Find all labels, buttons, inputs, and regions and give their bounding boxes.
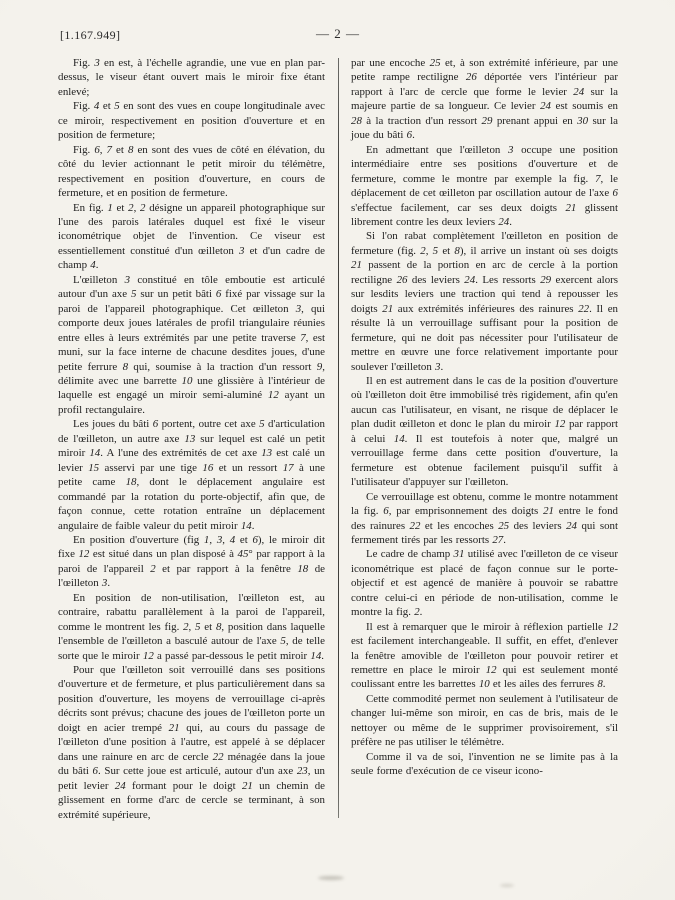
paragraph: Le cadre de champ 31 utilisé avec l'œilleton de ce viseur iconométrique est placé de façon connue sur le porte-objectif et est agencé de manière à pouvoir se rabattre contre celui-ci en période de non-utilisation, comme le montre la fig. 2. (351, 548, 618, 619)
paragraph: En position de non-utilisation, l'œilleton est, au contraire, rabattu parallèlement à la paroi de l'appareil, comme le montrent les fig. 2, 5 et 8, position dans laquelle l'ensemble de l'œilleton a basculé autour de l'axe 5, de telle sorte que le miroir 12 a passé par-dessous le petit miroir 14. (58, 591, 325, 662)
patent-number: [1.167.949] (60, 28, 121, 42)
scan-smudge-artifact (500, 884, 514, 887)
paragraph: Les joues du bâti 6 portent, outre cet axe 5 d'articulation de l'œilleton, un autre axe 13 sur lequel est calé un petit miroir 14. A l'une des extrémités de cet axe 13 est calé un levier 15 asservi par une tige 16 et un ressort 17 à une petite came 18, dont le déplacement angulaire est commandé par la rotation du porte-objectif, afin que, de façon connue, cette rotation entraîne un déplacement angulaire de faible valeur du petit miroir 14. (58, 418, 326, 532)
paragraph: Pour que l'œilleton soit verrouillé dans ses positions d'ouverture et de fermeture, et plus particulièrement dans sa position d'ouverture, les moyens de verrouillage ci-après décrits sont prévus; chacune des joues de l'œilleton porte un doigt en acier trempé 21 qui, au cours du passage de l'œilleton d'une position à l'autre, est appelé à se déplacer dans une rainure en arc de cercle 22 ménagée dans la joue du bâti 6. Sur cette joue est articulé, autour d'un axe 23, un petit levier 24 formant pour le doigt 21 un chemin de glissement en forme d'arc de cercle se terminant, à son extrémité supérieure, (58, 664, 325, 821)
paragraph: Fig. 4 et 5 en sont des vues en coupe longitudinale avec ce miroir, respectivement en position d'ouverture et en position de fermeture; (58, 100, 325, 142)
page-content (58, 28, 618, 880)
page-header (58, 28, 618, 52)
text-columns (58, 56, 618, 822)
paragraph: Il est à remarquer que le miroir à réflexion partielle 12 est facilement interchangeable. Il suffit, en effet, d'enlever la fenêtre amovible de l'œilleton pour pouvoir retirer et remettre en place le miroir 12 qui est seulement monté coulissant entre les barrettes 10 et les ailes des ferrures 8. (351, 620, 618, 691)
paragraph: Ce verrouillage est obtenu, comme le montre notamment la fig. 6, par emprisonnement des doigts 21 entre le fond des rainures 22 et les encoches 25 des leviers 24 qui sont fermement tirés par les ressorts 27. (351, 490, 618, 546)
paragraph: Il en est autrement dans le cas de la position d'ouverture où l'œilleton doit être immobilisé très rigidement, afin qu'en aucun cas l'utilisateur, en visant, ne risque de déplacer le plan dudit œilleton et donc le plan du miroir 12 par rapport à celui 14. Il est toutefois à noter que, malgré un verrouillage ferme dans cette position d'ouverture, la fermeture est obtenue facilement puisqu'il suffit à l'utilisateur d'appuyer sur l'œilleton. (351, 374, 618, 489)
paragraph: En fig. 1 et 2, 2 désigne un appareil photographique sur l'une des parois latérales duquel est fixé le viseur iconométrique objet de l'invention. Ce viseur est essentiellement constitué d'un œilleton 3 et d'un cadre de champ 4. (58, 201, 326, 272)
paragraph: Si l'on rabat complètement l'œilleton en position de fermeture (fig. 2, 5 et 8), il arrive un instant où ses doigts 21 passent de la portion en arc de cercle à la portion rectiligne 26 des leviers 24. Les ressorts 29 exercent alors sur lesdits leviers une traction qui tend à repousser les doigts 21 aux extrémités inférieures des rainures 22. Il en résulte là un verrouillage suffisant pour la position de fermeture, qui ne doit pas nécessiter pour l'utilisateur de mettre en œuvre une force relativement importante pour soulever l'œilleton 3. (351, 230, 619, 373)
paragraph: Comme il va de soi, l'invention ne se limite pas à la seule forme d'exécution de ce viseur icono- (351, 750, 618, 778)
paragraph: En admettant que l'œilleton 3 occupe une position intermédiaire entre ses positions d'ouverture et de fermeture, comme le montre par exemple la fig. 7, le déplacement de cet œilleton par oscillation autour de l'axe 6 s'effectue facilement, car ses deux doigts 21 glissent librement contre les deux leviers 24. (351, 143, 618, 228)
left-column (58, 56, 325, 822)
paragraph: En position d'ouverture (fig 1, 3, 4 et 6), le miroir dit fixe 12 est situé dans un plan disposé à 45° par rapport à la paroi de l'appareil 2 et par rapport à la fenêtre 18 de l'œilleton 3. (58, 533, 326, 590)
column-divider-rule (338, 58, 339, 818)
paragraph: L'œilleton 3 constitué en tôle emboutie est articulé autour d'un axe 5 sur un petit bâti 6 fixé par vissage sur la paroi de l'appareil photographique. Cet œilleton 3, qui comporte deux joues latérales de profil triangulaire réunies entre elles à leurs extrémités par une petite traverse 7, est muni, sur la face interne de chacune desdites joues, d'une petite ferrure 8 qui, soumise à la traction d'un ressort 9, délimite avec une barrette 10 une glissière à l'intérieur de laquelle est engagé un miroir semi-aluminé 12 ayant un profil rectangulaire. (58, 273, 326, 416)
paragraph: Cette commodité permet non seulement à l'utilisateur de changer lui-même son miroir, en cas de bris, mais de le nettoyer ou même de le supprimer provisoirement, s'il préfère ne pas utiliser le télémètre. (351, 692, 618, 749)
right-column (351, 56, 618, 822)
scan-smudge-artifact (318, 876, 344, 880)
page-number: — 2 — (316, 26, 360, 41)
paragraph: Fig. 3 en est, à l'échelle agrandie, une vue en plan par-dessus, le viseur étant ouvert mais le miroir fixe étant enlevé; (58, 57, 325, 98)
paragraph: Fig. 6, 7 et 8 en sont des vues de côté en élévation, du côté du levier actionnant le petit miroir du télémètre, respectivement en position d'ouverture, en cours de fermeture, et en position de fermeture. (58, 143, 325, 200)
paragraph: par une encoche 25 et, à son extrémité inférieure, par une petite rampe rectiligne 26 déportée vers l'intérieur par rapport à l'arc de cercle que forme le levier 24 sur la majeure partie de sa longueur. Ce levier 24 est soumis en 28 à la traction d'un ressort 29 prenant appui en 30 sur la joue du bâti 6. (351, 57, 619, 142)
